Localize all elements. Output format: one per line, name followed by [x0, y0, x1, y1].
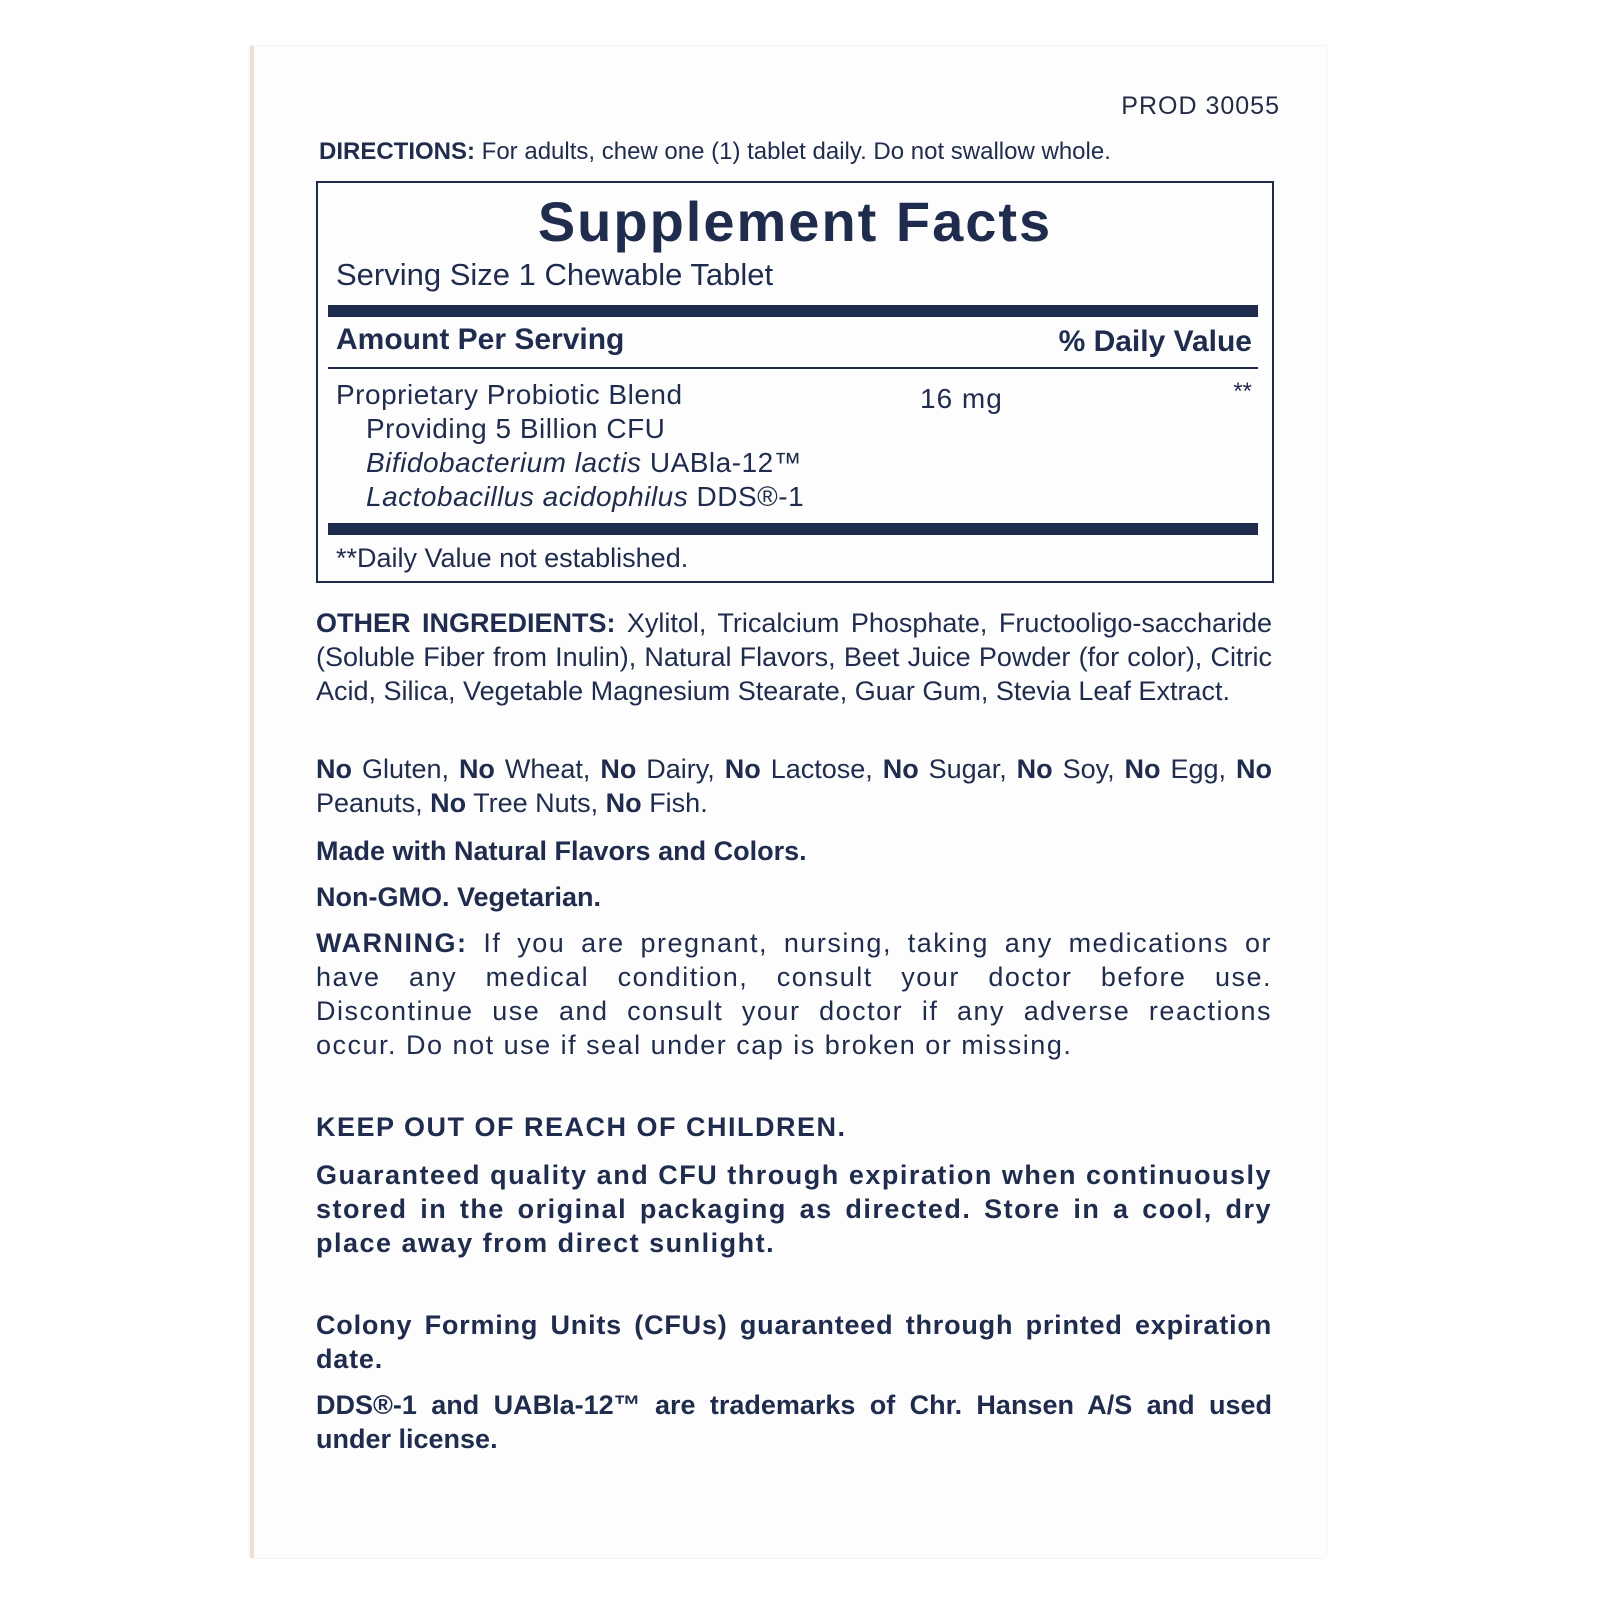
serving-size: Serving Size 1 Chewable Tablet	[336, 257, 774, 292]
free-from-item: No Wheat,	[458, 754, 591, 784]
other-ingredients-text: Xylitol, Tricalcium Phosphate, Fructooligo-saccharide (Soluble Fiber from Inulin), Natural Flavors, Beet Juice Powder (for color), Citric Acid, Silica, Vegetable Magnesium Stearate, Guar Gum, Stevia Leaf Extract.	[316, 608, 1272, 706]
free-from-item: No Lactose,	[724, 754, 873, 784]
natural-flavors-statement: Made with Natural Flavors and Colors.	[316, 836, 807, 866]
strain-1	[366, 447, 802, 479]
amount-per-serving-header: Amount Per Serving	[336, 323, 625, 356]
blend-daily-value: **	[1233, 378, 1252, 405]
blend-amount: 16 mg	[920, 383, 1003, 414]
strain-1-name: Bifidobacterium lactis	[366, 447, 642, 478]
guarantee-statement: Guaranteed quality and CFU through expiration when continuously stored in the original packaging as directed. Store in a cool, dry place away from direct sunlight.	[316, 1160, 1272, 1258]
supplement-facts-panel	[316, 181, 1274, 583]
free-from-item: No Soy,	[1016, 754, 1115, 784]
free-from-item: No Dairy,	[600, 754, 715, 784]
daily-value-footnote: **Daily Value not established.	[336, 543, 689, 573]
free-from-item: No Sugar,	[882, 754, 1007, 784]
product-code: PROD 30055	[1121, 92, 1280, 120]
keep-out-of-reach: KEEP OUT OF REACH OF CHILDREN.	[316, 1112, 847, 1142]
thick-divider-bottom	[328, 523, 1258, 535]
non-gmo-statement: Non-GMO. Vegetarian.	[316, 882, 602, 912]
cfu-statement: Colony Forming Units (CFUs) guaranteed through printed expiration date.	[316, 1310, 1272, 1374]
supplement-facts-title: Supplement Facts	[537, 190, 1053, 253]
strain-1-suffix: UABla-12™	[649, 447, 803, 478]
free-from-item: No Peanuts,	[316, 754, 1272, 818]
free-from-item: No Egg,	[1124, 754, 1227, 784]
directions-text: For adults, chew one (1) tablet daily. Do not swallow whole.	[481, 138, 1111, 165]
strain-2-suffix: DDS®-1	[696, 481, 805, 512]
other-ingredients-label: OTHER INGREDIENTS:	[316, 608, 616, 638]
free-from-list	[316, 752, 1272, 820]
directions	[319, 138, 1111, 166]
blend-name: Proprietary Probiotic Blend	[336, 379, 683, 410]
strain-2	[366, 481, 804, 513]
cfu-count: Providing 5 Billion CFU	[366, 413, 666, 444]
warning-label: WARNING:	[316, 928, 468, 958]
thick-divider-top	[328, 305, 1258, 317]
label-panel	[250, 46, 1326, 1558]
strain-2-name: Lactobacillus acidophilus	[366, 481, 689, 512]
warning	[316, 926, 1272, 1062]
other-ingredients	[316, 606, 1272, 708]
warning-text: If you are pregnant, nursing, taking any medications or have any medical condition, consult your doctor before use. Discontinue use and consult your doctor if any adverse reactions occur. Do not use if seal under cap is broken or missing.	[316, 928, 1272, 1060]
free-from-item: No Tree Nuts,	[430, 788, 599, 818]
free-from-item: No Fish.	[605, 788, 708, 818]
free-from-item: No Gluten,	[316, 754, 449, 784]
directions-label: DIRECTIONS:	[319, 138, 475, 165]
thin-divider	[328, 367, 1258, 369]
daily-value-header: % Daily Value	[1058, 325, 1252, 358]
trademark-statement: DDS®-1 and UABla-12™ are trademarks of Chr. Hansen A/S and used under license.	[316, 1390, 1272, 1454]
